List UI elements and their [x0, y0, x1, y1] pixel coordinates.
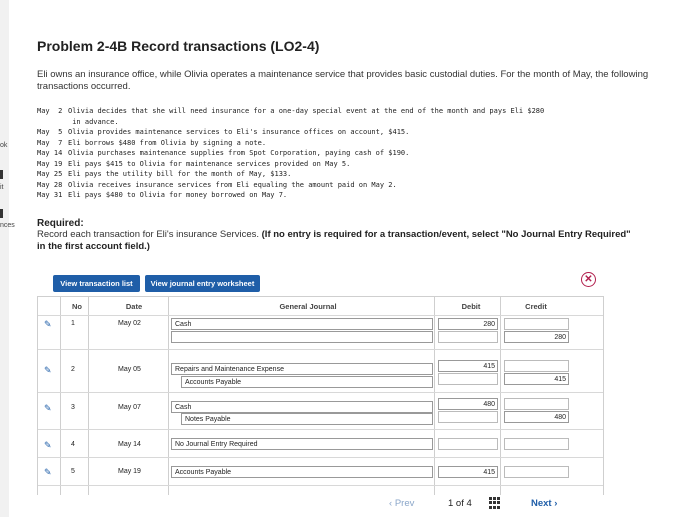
row-divider — [38, 429, 603, 430]
prev-button[interactable]: ‹ Prev — [389, 498, 415, 509]
debit-field[interactable] — [438, 411, 498, 423]
journal-table — [37, 296, 604, 495]
col-header-credit: Credit — [525, 302, 547, 311]
credit-field[interactable] — [504, 318, 569, 330]
debit-field[interactable]: 415 — [438, 466, 498, 478]
transaction-item: May 31 Eli pays $480 to Olivia for money borrowed on May 7. — [37, 191, 288, 199]
row-divider — [38, 485, 603, 486]
chevron-right-icon: › — [551, 498, 558, 509]
required-heading: Required: — [37, 218, 84, 229]
sidebar-fragment: nces — [0, 222, 15, 229]
row-no: 3 — [71, 404, 75, 411]
col-header-debit: Debit — [461, 302, 481, 311]
edit-pencil-icon[interactable]: ✎ — [44, 319, 52, 329]
transaction-item: May 14 Olivia purchases maintenance supplies from Spot Corporation, paying cash of $190. — [37, 149, 410, 157]
account-field[interactable]: Notes Payable — [181, 413, 433, 425]
sidebar-fragment: ok — [0, 142, 8, 149]
account-field[interactable]: Accounts Payable — [181, 376, 433, 388]
col-header-no: No — [72, 302, 82, 311]
account-field[interactable]: Repairs and Maintenance Expense — [171, 363, 433, 375]
debit-field[interactable] — [438, 331, 498, 343]
column-divider — [168, 297, 169, 495]
row-date: May 07 — [118, 404, 141, 411]
page-title: Problem 2-4B Record transactions (LO2-4) — [37, 38, 320, 54]
edit-pencil-icon[interactable]: ✎ — [44, 467, 52, 477]
row-no: 5 — [71, 468, 75, 475]
view-journal-worksheet-button[interactable]: View journal entry worksheet — [145, 275, 260, 292]
column-divider — [434, 297, 435, 495]
sidebar-fragment: it — [0, 184, 4, 191]
edit-pencil-icon[interactable]: ✎ — [44, 403, 52, 413]
credit-field[interactable]: 415 — [504, 373, 569, 385]
debit-field[interactable] — [438, 438, 498, 450]
transaction-item: May 28 Olivia receives insurance services from Eli equaling the amount paid on May 2. — [37, 180, 397, 189]
edit-pencil-icon[interactable]: ✎ — [44, 440, 52, 450]
column-divider — [60, 297, 61, 495]
row-divider — [38, 392, 603, 393]
account-field[interactable]: Cash — [171, 401, 433, 413]
chevron-left-icon: ‹ — [389, 498, 395, 509]
row-date: May 19 — [118, 468, 141, 475]
row-no: 1 — [71, 320, 75, 327]
account-field[interactable]: Cash — [171, 318, 433, 330]
edit-pencil-icon[interactable]: ✎ — [44, 365, 52, 375]
transaction-item: May 7 Eli borrows $480 from Olivia by signing a note. — [37, 138, 267, 147]
page-indicator: 1 of 4 — [448, 498, 472, 509]
column-divider — [88, 297, 89, 495]
transaction-item: May 19 Eli pays $415 to Olivia for maintenance services provided on May 5. — [37, 159, 351, 168]
sidebar-marker — [0, 209, 3, 218]
row-divider — [38, 457, 603, 458]
credit-field[interactable]: 280 — [504, 331, 569, 343]
transaction-list — [37, 106, 544, 201]
credit-field[interactable] — [504, 466, 569, 478]
required-instructions: Record each transaction for Eli's insurance Services. (If no entry is required for a transaction/event, select "No Journal Entry Required" in the first account field.) — [37, 229, 631, 252]
row-no: 2 — [71, 366, 75, 373]
account-field[interactable]: Accounts Payable — [171, 466, 433, 478]
debit-field[interactable]: 480 — [438, 398, 498, 410]
sidebar-marker — [0, 170, 3, 179]
close-icon[interactable]: ✕ — [581, 272, 596, 287]
debit-field[interactable]: 280 — [438, 318, 498, 330]
row-date: May 02 — [118, 320, 141, 327]
row-date: May 14 — [118, 441, 141, 448]
page-grid-icon[interactable] — [489, 497, 501, 509]
credit-field[interactable] — [504, 398, 569, 410]
row-date: May 05 — [118, 366, 141, 373]
credit-field[interactable] — [504, 360, 569, 372]
credit-field[interactable] — [504, 438, 569, 450]
row-divider — [38, 349, 603, 350]
debit-field[interactable]: 415 — [438, 360, 498, 372]
row-divider — [38, 315, 603, 316]
problem-intro: Eli owns an insurance office, while Olivia operates a maintenance service that provides basic custodial duties. For the month of May, the following transactions occurred. — [37, 69, 649, 92]
account-field[interactable] — [171, 331, 433, 343]
sidebar-strip — [0, 0, 9, 517]
transaction-item: May 2 Olivia decides that she will need insurance for a one-day special event at the end of the month and pays Eli $280 in advance. — [37, 107, 545, 126]
transaction-item: May 25 Eli pays the utility bill for the month of May, $133. — [37, 170, 292, 178]
col-header-date: Date — [125, 302, 143, 311]
credit-field[interactable]: 480 — [504, 411, 569, 423]
view-transaction-list-button[interactable]: View transaction list — [53, 275, 140, 292]
column-divider — [500, 297, 501, 495]
debit-field[interactable] — [438, 373, 498, 385]
col-header-journal: General Journal — [279, 302, 337, 311]
transaction-item: May 5 Olivia provides maintenance services to Eli's insurance offices on account, $415. — [37, 128, 410, 136]
row-no: 4 — [71, 441, 75, 448]
account-field[interactable]: No Journal Entry Required — [171, 438, 433, 450]
next-button[interactable]: Next › — [531, 498, 558, 509]
